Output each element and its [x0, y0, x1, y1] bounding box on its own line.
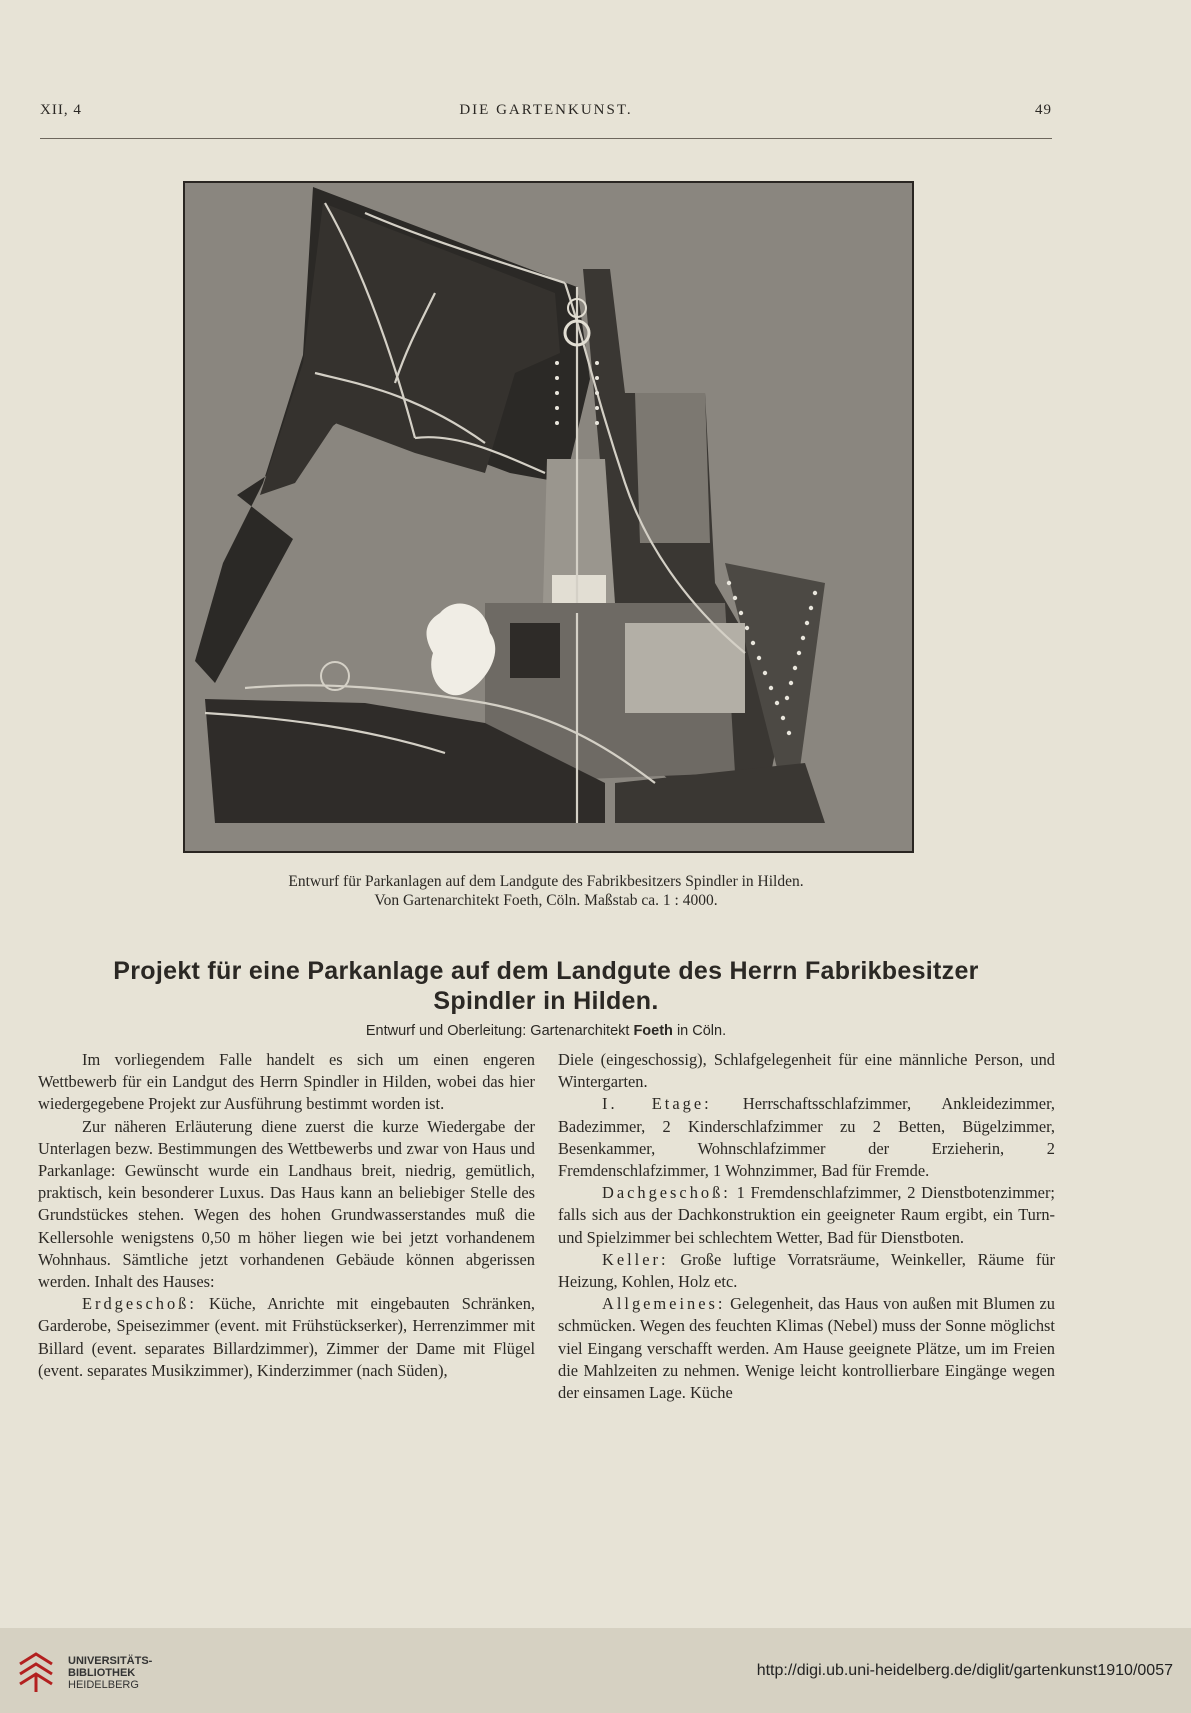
- right-paragraph-4: [558, 1249, 1055, 1293]
- running-header: [40, 102, 1052, 124]
- section-text-allgemeines: Gelegenheit, das Haus von außen mit Blumen zu schmücken. Wegen des feuchten Klimas (Nebel) muss der Sonne möglichst viel Eingang verschafft werden. Am Hause geeignete Plätze, um im Freien die Mahlzeiten zu nehmen. Wenige leicht kontrollierbare Eingänge wegen der einsamen Lage. Küche: [558, 1294, 1055, 1403]
- library-name: [68, 1655, 152, 1691]
- floor-label-etage: I. Etage:: [602, 1094, 712, 1114]
- library-logo-icon: [16, 1650, 56, 1694]
- source-url-link[interactable]: http://digi.ub.uni-heidelberg.de/diglit/gartenkunst1910/0057: [756, 1662, 1173, 1679]
- right-paragraph-2: [558, 1093, 1055, 1182]
- floor-text-keller: Große luftige Vorratsräume, Weinkeller, Räume für Heizung, Kohlen, Holz etc.: [558, 1249, 1055, 1292]
- article-title-line-2: Spindler in Hilden.: [433, 987, 659, 1015]
- right-paragraph-1: Diele (eingeschossig), Schlafgelegenheit für eine männliche Person, und Wintergarten.: [558, 1050, 1055, 1092]
- left-paragraph-2: Zur näheren Erläuterung diene zuerst die kurze Wiedergabe der Unterlagen bezw. Bestimmungen des Wettbewerbs und zwar von Haus und Parkanlage: Gewünscht wurde ein Landhaus breit, niedrig, gemütlich, praktisch, kein besonderer Luxus. Das Haus kann an beliebiger Stelle des Grundstückes stehen. Wegen des hohen Grundwasserstandes muß die Kellersohle wenigstens 0,50 m höher liegen wie bei jetzt vorhandenem Wohnhaus. Sämtliche jetzt vorhandenen Gebäude können abgerissen werden. Inhalt des Hauses:: [38, 1116, 535, 1292]
- right-paragraph-5: [558, 1293, 1055, 1404]
- article-title-line-1: Projekt für eine Parkanlage auf dem Landgute des Herrn Fabrikbesitzer: [113, 957, 979, 985]
- library-name-line-3: HEIDELBERG: [68, 1679, 139, 1691]
- volume-issue: XII, 4: [40, 102, 82, 118]
- park-plan-image: [183, 181, 914, 853]
- library-name-line-2: BIBLIOTHEK: [68, 1667, 136, 1679]
- byline-prefix: Entwurf und Oberleitung: Gartenarchitekt: [365, 1023, 630, 1039]
- floor-label-dachgeschoss: Dachgeschoß:: [602, 1183, 731, 1203]
- floor-text-etage: Herrschaftsschlafzimmer, Ankleidezimmer, Badezimmer, 2 Kinderschlafzimmer zu 2 Betten, Bügelzimmer, Besenkammer, Wohnschlafzimmer der Erzieherin, 2 Fremdenschlafzimmer, 1 Wohnzimmer, Bad für Fremde.: [558, 1094, 1055, 1181]
- digitization-footer: [0, 1628, 1191, 1713]
- journal-title: DIE GARTENKUNST.: [459, 102, 633, 118]
- page-number: 49: [1035, 102, 1052, 118]
- right-paragraph-3: [558, 1182, 1055, 1249]
- figure-caption-line-1: Entwurf für Parkanlagen auf dem Landgute des Fabrikbesitzers Spindler in Hilden.: [288, 873, 804, 890]
- floor-label-erdgeschoss: Erdgeschoß:: [82, 1294, 197, 1314]
- library-name-line-1: UNIVERSITÄTS-: [68, 1655, 153, 1667]
- left-paragraph-1: Im vorliegendem Falle handelt es sich um einen engeren Wettbewerb für ein Landgut des Herrn Spindler in Hilden, wobei das hier wiedergegebene Projekt zur Ausführung bestimmt worden ist.: [38, 1050, 535, 1114]
- park-plan-drawing: [185, 183, 912, 851]
- byline-architect-name: Foeth: [633, 1023, 673, 1039]
- right-text-column: [558, 1049, 1055, 1404]
- byline-suffix: in Cöln.: [676, 1023, 727, 1039]
- floor-text-dachgeschoss: 1 Fremdenschlafzimmer, 2 Dienstbotenzimmer; falls sich aus der Dachkonstruktion ein geeigneter Raum ergibt, ein Turn- und Spielzimmer bei schlechtem Wetter, Bad für Dienstboten.: [558, 1183, 1055, 1247]
- floor-text-erdgeschoss: Küche, Anrichte mit eingebauten Schränken, Garderobe, Speisezimmer (event. mit Frühstückserker), Herrenzimmer mit Billard (event. separates Billardzimmer), Zimmer der Dame mit Flügel (event. separates Musikzimmer), Kinderzimmer (nach Süden),: [38, 1294, 535, 1380]
- left-paragraph-3: [38, 1293, 535, 1382]
- floor-label-keller: Keller:: [602, 1249, 669, 1269]
- figure-caption-line-2: Von Gartenarchitekt Foeth, Cöln. Maßstab ca. 1 : 4000.: [374, 892, 718, 909]
- article-byline: [40, 1023, 1052, 1039]
- section-label-allgemeines: Allgemeines:: [602, 1294, 726, 1314]
- left-text-column: [38, 1049, 535, 1382]
- header-rule: [40, 138, 1052, 139]
